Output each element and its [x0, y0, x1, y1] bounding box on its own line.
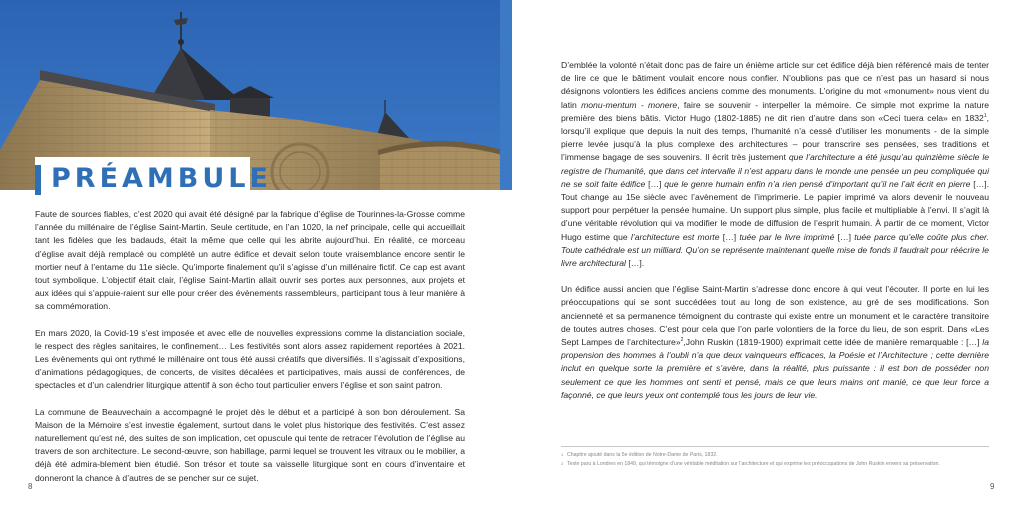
footnote — [561, 451, 989, 460]
quote: que l’architecture a été jusqu’au quinzième siècle le registre de l’humanité, que dans cet intervalle il n’est apparu dans le monde une pensée un peu compliquée qui ne se soit faite édifice — [561, 152, 990, 189]
paragraph — [561, 59, 989, 270]
text-run: […] — [719, 231, 740, 242]
paragraph — [561, 283, 989, 402]
quote: que le genre humain enfin n’a rien pensé d’important qu’il ne l’ait écrit en pierre — [664, 178, 971, 189]
text-run: , faire se souvenir - interpeller la mémoire. Ce simple mot exprime la nature première des biens bâtis. Victor Hugo (1802-1885) ne dit rien d’autre dans son «Ceci tuera cela» en 1832 — [561, 99, 989, 123]
footnote-number: 2 — [561, 461, 564, 466]
quote: l’architecture est morte — [630, 231, 720, 242]
footnote — [561, 460, 989, 469]
footnote-ref: 1 — [983, 112, 987, 119]
quote: monu-mentum - monere — [581, 99, 678, 110]
footnote-divider — [561, 446, 989, 447]
text-run: […] — [834, 231, 855, 242]
title-accent-bar — [35, 165, 41, 195]
paragraph: Faute de sources fiables, c’est 2020 qui avait été désigné par la fabrique d’église de Tourinnes-la-Grosse comme l’année du millénaire de l’église Saint-Martin. Seule certitude, en l’an 1020, la nef principale, celle qui accueillait tant les fidèles que les badauds, était la même que celle qui les abrite aujourd’hui. En réalité, ce morceau d’église avait déjà remplacé ou complété un autre édifice et devait selon toute vraisemblance encore sentir le mortier neuf à l’entame du 11e siècle. Qu’importe finalement qu’il s’agisse d’un millénaire fictif. Ce cap est avant tout symbolique. L’objectif était clair, l’église Saint-Martin allait ouvrir ses portes aux personnes, aux projets et aux idées qui s’appuie-raient sur elle pour créer des évènements rassembleurs, participant tous à leur manière à sa commémoration. — [35, 209, 465, 312]
text-run: […] — [645, 178, 665, 189]
footnotes — [561, 451, 989, 469]
page-number-left: 8 — [28, 482, 33, 491]
footnote-text: Chapitre ajouté dans la 5e édition de Notre-Dame de Paris, 1832. — [567, 452, 718, 458]
footnote-text: Texte paru à Londres en 1849, qui témoigne d’une véritable méditation sur l’architecture et qui exprime les préoccupations de John Ruskin envers sa préservation. — [567, 461, 940, 467]
quote: tuée parce qu’elle coûte plus cher. Toute cathédrale est un milliard. Qu’on se représente maintenant quelle mise de fonds il faudrait pour réécrire le livre architectural — [561, 231, 989, 269]
quote: la propension des hommes à l’oubli n’a que deux vainqueurs efficaces, la Poésie et l’Architecture ; cette dernière inclut en quelque sorte la première et s’avère, dans la réalité, plus puissante : il est bon de posséder non seulement ce que les hommes ont senti et pensé, mais ce que leurs mains ont manié, ce que leur force a façonné, ce que leurs yeux ont contemplé tous les jours de leur vie. — [561, 337, 989, 400]
page-number-right: 9 — [990, 482, 995, 491]
text-run: , lorsqu’il explique que depuis la nuit des temps, l’humanité n’a cessé d’utiliser les monuments - de la simple pierre levée jusqu’à la plus complexe des architectures – pour transcrire ses pensées, ses traditions et l’immense bagage de ses souvenirs. Il écrit très justement — [561, 112, 989, 163]
footnote-ref: 2 — [680, 337, 684, 344]
text-run: […]. Tout change au 15e siècle avec l’avènement de l’imprimerie. Le papier imprimé va alors devenir le nouveau support pour perpétuer la pensée humaine. Un support plus simple, plus facile et multipliable à l’envi. Il s’agit là d’une véritable révolution qui va modifier le mode de diffusion de l’esprit humain. À partir de ce moment, Victor Hugo estime que — [561, 178, 989, 242]
paragraph: En mars 2020, la Covid-19 s’est imposée et avec elle de nouvelles expressions comme la distanciation sociale, le respect des règles sanitaires, le confinement… Les festivités sont alors assez rapidement reportées à 2021. Les évènements qui ont rythmé le millénaire ont tous été aussi créatifs que diversifiés. Il s’agissait d’expositions, d’animations pédagogiques, de concerts, de visites décalées et participatives, mais aussi de conférences, de spectacles et d’un calendrier liturgique attentif à son écho tout particulier envers l’église et son saint patron. — [35, 327, 465, 391]
footnote-number: 1 — [561, 452, 564, 457]
title-box — [35, 157, 272, 203]
paragraph: La commune de Beauvechain a accompagné le projet dès le début et a participé à son bon déroulement. Sa Maison de la Mémoire s’est investie également, surtout dans le volet plus historique des festivités. C’est assez naturellement qu’est né, des suites de son implication, cet opuscule qui tente de retracer l’évolution de l’église au travers de son architecture. Le second-œuvre, son habillage, parmi lequel se trouvent les vitraux ou le mobilier, a déjà été admira-blement bien étudié. Son trésor et toute sa vaisselle liturgique sont en cours d’inventaire et donneront la chance à d’autres de se pencher sur ce sujet. — [35, 406, 465, 483]
text-run: Un édifice aussi ancien que l’église Saint-Martin s’adresse donc encore à qui veut l’écouter. Il porte en lui les préoccupations qui se sont succédées tout au long de son existence, au gré de ses modifications. Son ancienneté et sa permanence témoignent du contraste qui existe entre un monument et le caractère transitoire de toutes autres choses. C’est pour cela que l’on parle volontiers de la force du lieu, de son esprit. Dans «Les Sept Lampes de l’architecture» — [561, 284, 989, 348]
left-text-column — [35, 208, 465, 498]
text-run: […]. — [625, 258, 645, 269]
quote: tuée par le livre imprimé — [739, 231, 835, 242]
page-title: PRÉAMBULE — [51, 163, 272, 194]
right-text-column — [561, 59, 989, 415]
text-run: ,John Ruskin (1819-1900) exprimait cette idée de manière remarquable : […] — [683, 337, 983, 348]
text-run: D’emblée la volonté n’était donc pas de faire un énième article sur cet édifice déjà bien référencé mais de tenter de lire ce que le bâtiment voulait encore nous confier. N’oublions pas que ce n’est pas un hasard si nous désignons volontiers les édifices anciens comme des monuments. L’origine du mot «monument» nous vient du latin — [561, 60, 989, 110]
